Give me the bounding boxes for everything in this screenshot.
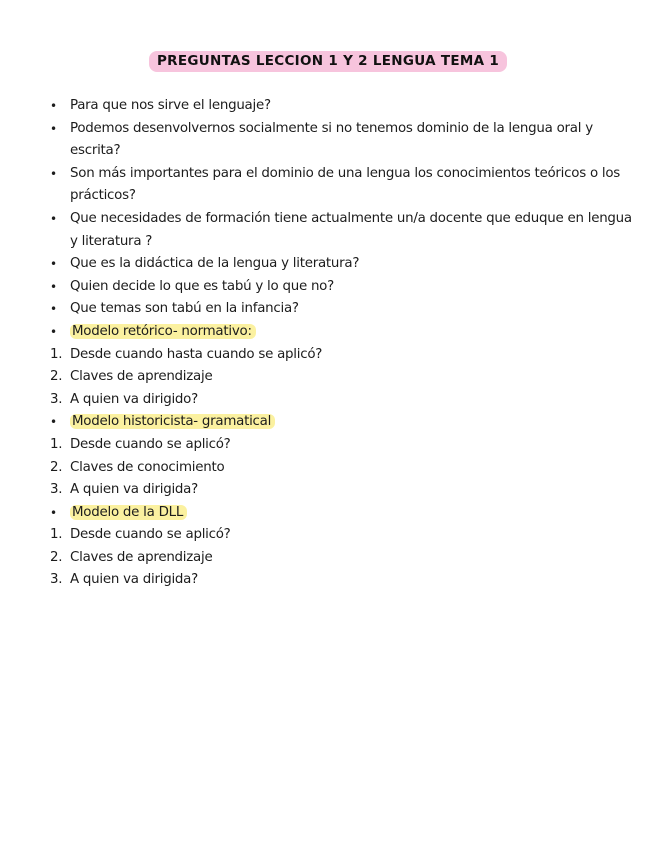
list-item-text: Desde cuando se aplicó? — [70, 527, 231, 543]
bullet-list-item — [48, 253, 638, 276]
bullet-marker: • — [50, 302, 57, 317]
numbered-list-item — [48, 547, 638, 570]
bullet-list-item — [48, 502, 638, 525]
list-item-text-container — [70, 502, 638, 525]
bullet-marker: • — [50, 505, 57, 520]
list-item-text-container — [70, 479, 638, 502]
list-item-text: A quien va dirigida? — [70, 482, 198, 498]
number-marker: 2. — [50, 459, 63, 475]
list-item-text-container — [70, 411, 638, 434]
bullet-list-item — [48, 411, 638, 434]
number-marker: 3. — [50, 572, 63, 588]
list-item-text-container — [70, 457, 638, 480]
bullet-marker: • — [50, 99, 57, 113]
bullet-marker: • — [50, 415, 57, 430]
list-item-text: A quien va dirigida? — [70, 572, 198, 588]
list-item-text-container — [70, 95, 638, 118]
bullet-marker: • — [50, 211, 57, 226]
list-item-text: Claves de aprendizaje — [70, 549, 213, 565]
list-item-text-container — [70, 276, 638, 299]
number-marker: 2. — [50, 549, 63, 565]
numbered-list-item — [48, 457, 638, 480]
bullet-list-item — [48, 163, 638, 208]
highlighted-heading-text: Modelo historicista- gramatical — [70, 414, 275, 429]
list-item-text: Desde cuando hasta cuando se aplicó? — [70, 346, 323, 362]
list-item-text-container — [70, 547, 638, 570]
question-list — [48, 95, 638, 592]
list-item-text-container — [70, 163, 638, 208]
list-item-text: Son más importantes para el dominio de una lengua los conocimientos teóricos o los prácticos? — [70, 165, 621, 204]
highlighted-heading-text: Modelo retórico- normativo: — [70, 324, 256, 339]
bullet-marker: • — [50, 279, 57, 294]
highlighted-heading-text: Modelo de la DLL — [70, 505, 187, 520]
list-item-text-container — [70, 253, 638, 276]
list-item-text: Que temas son tabú en la infancia? — [70, 301, 299, 317]
numbered-list-item — [48, 524, 638, 547]
numbered-list-item — [48, 366, 638, 389]
numbered-list-item — [48, 434, 638, 457]
number-marker: 3. — [50, 482, 63, 498]
list-item-text: Para que nos sirve el lenguaje? — [70, 98, 271, 113]
list-item-text: Que es la didáctica de la lengua y literatura? — [70, 256, 360, 272]
bullet-marker: • — [50, 324, 57, 339]
list-item-text-container — [70, 208, 638, 253]
bullet-list-item — [48, 95, 638, 118]
list-item-text-container — [70, 344, 638, 367]
number-marker: 3. — [50, 391, 63, 407]
number-marker: 1. — [50, 527, 63, 543]
bullet-marker: • — [50, 166, 57, 181]
number-marker: 2. — [50, 369, 63, 385]
list-item-text-container — [70, 524, 638, 547]
bullet-list-item — [48, 298, 638, 321]
number-marker: 1. — [50, 346, 63, 362]
list-item-text-container — [70, 118, 638, 163]
bullet-list-item — [48, 276, 638, 299]
title-container — [0, 50, 656, 72]
list-item-text-container — [70, 366, 638, 389]
bullet-list-item — [48, 208, 638, 253]
list-item-text: Que necesidades de formación tiene actualmente un/a docente que eduque en lengua y literatura ? — [70, 210, 632, 249]
list-item-text: Claves de conocimiento — [70, 459, 225, 475]
list-item-text-container — [70, 434, 638, 457]
list-item-text: Desde cuando se aplicó? — [70, 436, 231, 452]
bullet-list-item — [48, 321, 638, 344]
list-item-text-container — [70, 569, 638, 592]
bullet-marker: • — [50, 257, 57, 272]
numbered-list-item — [48, 389, 638, 412]
list-item-text: Podemos desenvolvernos socialmente si no tenemos dominio de la lengua oral y escrita? — [70, 120, 593, 159]
list-item-text-container — [70, 298, 638, 321]
list-item-text: Claves de aprendizaje — [70, 369, 213, 385]
numbered-list-item — [48, 569, 638, 592]
bullet-list-item — [48, 118, 638, 163]
numbered-list-item — [48, 479, 638, 502]
list-item-text-container — [70, 321, 638, 344]
number-marker: 1. — [50, 436, 63, 452]
bullet-marker: • — [50, 121, 57, 136]
list-item-text: Quien decide lo que es tabú y lo que no? — [70, 278, 334, 294]
list-item-text: A quien va dirigido? — [70, 391, 198, 407]
numbered-list-item — [48, 344, 638, 367]
list-item-text-container — [70, 389, 638, 412]
page-title: PREGUNTAS LECCION 1 Y 2 LENGUA TEMA 1 — [149, 51, 507, 72]
